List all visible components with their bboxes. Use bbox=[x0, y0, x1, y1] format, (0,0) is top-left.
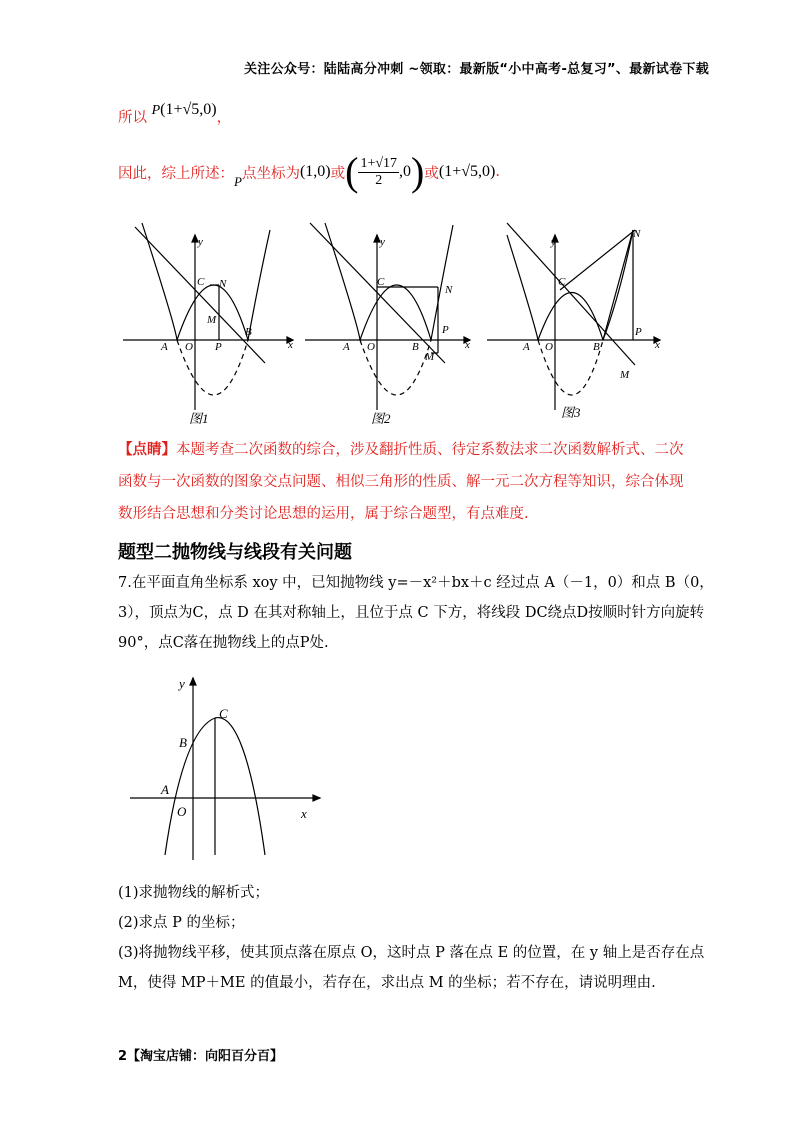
fig2-n-label: N bbox=[445, 284, 453, 296]
fig3-m-label: M bbox=[620, 369, 630, 381]
problem-o-label: O bbox=[177, 804, 187, 819]
question-3-line-1: (3)将抛物线平移，使其顶点落在原点 O，这时点 P 落在点 E 的位置，在 y 轴上是否存在点 bbox=[118, 945, 705, 961]
figures-1-3 bbox=[115, 215, 685, 430]
fig2-o-label: O bbox=[367, 341, 375, 353]
section-title: 题型二抛物线与线段有关问题 bbox=[118, 542, 352, 563]
fig3-a-label: A bbox=[523, 341, 530, 353]
left-paren: ( bbox=[345, 149, 359, 194]
point-p-label-2: P bbox=[234, 174, 242, 189]
comment-block bbox=[118, 434, 698, 530]
or-2: 或 bbox=[424, 165, 439, 182]
solution-prefix: 所以 bbox=[118, 110, 147, 126]
fig1-b-label: B bbox=[245, 326, 252, 338]
fig1-c-label: C bbox=[197, 276, 205, 288]
coord-c: (1+√5,0) bbox=[438, 163, 496, 180]
point-p-coord: (1+√5,0) bbox=[160, 101, 217, 118]
problem-x-label: x bbox=[301, 806, 307, 821]
fig1-n-label: N bbox=[219, 278, 227, 290]
fraction-tail: ,0 bbox=[399, 163, 412, 180]
fig2-caption: 图2 bbox=[371, 411, 391, 426]
fig1-a-label: A bbox=[161, 341, 168, 353]
fig1-caption: 图1 bbox=[189, 411, 209, 426]
coord-label-text: 点坐标为 bbox=[241, 165, 300, 182]
fig2-m-label: M bbox=[425, 351, 435, 363]
fig2-b-label: B bbox=[412, 341, 419, 353]
fig1-y-label: y bbox=[198, 236, 203, 248]
fig3-o-label: O bbox=[545, 341, 553, 353]
fig2-p-label: P bbox=[442, 324, 449, 336]
solution-line-2 bbox=[118, 149, 500, 194]
fig3-p-label: P bbox=[635, 326, 642, 338]
fig3-c-label: C bbox=[558, 276, 566, 288]
fraction bbox=[358, 156, 399, 189]
fig2-y-label: y bbox=[380, 236, 385, 248]
conclusion-prefix: 因此，综上所述： bbox=[118, 165, 234, 182]
fig3-caption: 图3 bbox=[561, 405, 581, 420]
point-p-label: P bbox=[151, 103, 161, 118]
page-header: 关注公众号：陆陆高分冲刺 ~领取：最新版“小中高考-总复习”、最新试卷下载 bbox=[244, 62, 710, 77]
comment-line-1: 本题考查二次函数的综合，涉及翻折性质、待定系数法求二次函数解析式、二次 bbox=[176, 442, 684, 458]
fig3-y-label: y bbox=[551, 236, 556, 248]
solution-comma: ， bbox=[216, 110, 232, 126]
question-2: (2)求点 P 的坐标； bbox=[118, 915, 245, 931]
problem-text bbox=[118, 568, 714, 658]
or-1: 或 bbox=[330, 165, 346, 182]
problem-figure bbox=[125, 670, 325, 865]
right-paren: ) bbox=[411, 149, 425, 194]
problem-c-label: C bbox=[219, 706, 228, 721]
comment-line-3: 数形结合思想和分类讨论思想的运用，属于综合题型，有点难度. bbox=[118, 506, 529, 522]
figure-3 bbox=[487, 223, 660, 410]
fig1-m-label: M bbox=[207, 314, 217, 326]
comment-tag: 【点睛】 bbox=[118, 441, 176, 458]
fig3-n-label: N bbox=[633, 228, 641, 240]
fig2-c-label: C bbox=[377, 276, 385, 288]
conclusion-end: . bbox=[495, 164, 500, 180]
solution-line-1 bbox=[118, 101, 232, 127]
problem-b-label: B bbox=[179, 735, 187, 750]
fraction-denominator: 2 bbox=[375, 172, 383, 188]
fig1-o-label: O bbox=[185, 341, 193, 353]
question-3-line-2: M，使得 MP＋ME 的值最小，若存在，求出点 M 的坐标；若不存在，请说明理由. bbox=[118, 975, 656, 991]
fig2-x-label: x bbox=[465, 339, 470, 351]
question-1: (1)求抛物线的解析式； bbox=[118, 885, 270, 901]
figure-2 bbox=[305, 223, 470, 410]
problem-a-label: A bbox=[161, 782, 169, 797]
fig3-b-label: B bbox=[593, 341, 600, 353]
problem-line-2: 3），顶点为C，点 D 在其对称轴上，且位于点 C 下方，将线段 DC绕点D按顺时针方向旋转 bbox=[118, 605, 705, 621]
problem-line-3: 90°，点C落在抛物线上的点P处. bbox=[118, 635, 329, 651]
problem-y-label: y bbox=[179, 676, 185, 691]
fig1-x-label: x bbox=[288, 339, 293, 351]
comment-line-2: 函数与一次函数的图象交点问题、相似三角形的性质、解一元二次方程等知识，综合体现 bbox=[118, 474, 684, 490]
fraction-numerator: 1+√17 bbox=[360, 155, 398, 171]
fig2-a-label: A bbox=[343, 341, 350, 353]
fig3-x-label: x bbox=[655, 339, 660, 351]
fig1-p-label: P bbox=[215, 341, 222, 353]
coord-a: (1,0) bbox=[299, 163, 331, 180]
page-footer: 2【淘宝店铺：向阳百分百】 bbox=[118, 1049, 284, 1064]
problem-line-1: 7.在平面直角坐标系 xoy 中，已知抛物线 y=－x²＋bx＋c 经过点 A（－1，0）和点 B（0， bbox=[118, 575, 714, 591]
questions bbox=[118, 878, 705, 998]
